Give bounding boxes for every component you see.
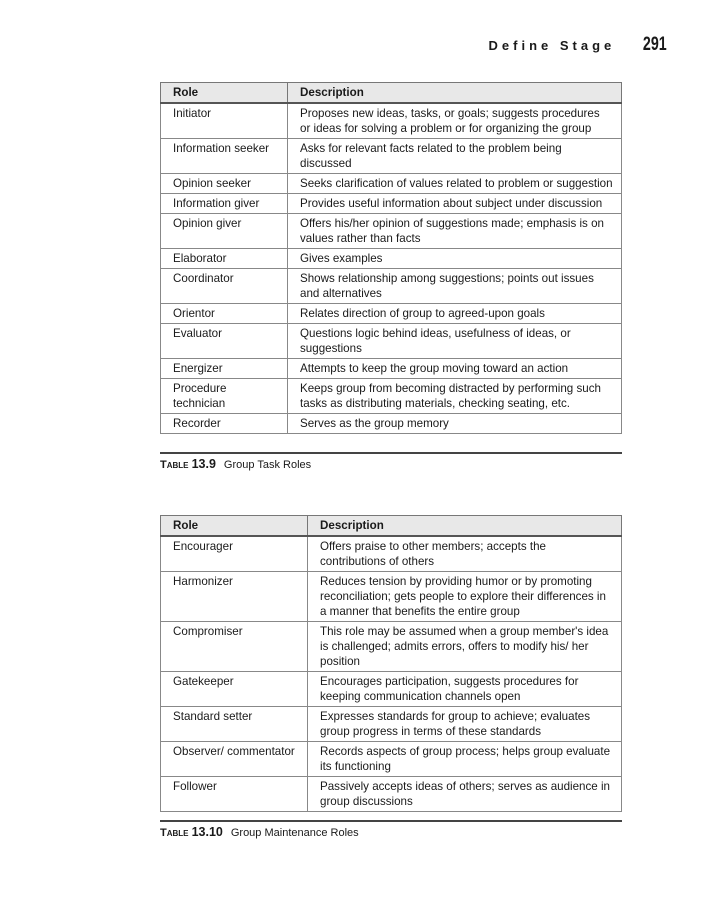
role-cell: Initiator xyxy=(161,103,288,139)
role-cell: Encourager xyxy=(161,536,308,572)
description-cell: Gives examples xyxy=(288,249,622,269)
table-row xyxy=(161,324,622,359)
role-cell: Information giver xyxy=(161,194,288,214)
role-cell: Observer/ commentator xyxy=(161,742,308,777)
table-row xyxy=(161,672,622,707)
page-number: 291 xyxy=(643,34,667,55)
description-cell: Keeps group from becoming distracted by performing such tasks as distributing materials, checking seating, etc. xyxy=(288,379,622,414)
role-cell: Orientor xyxy=(161,304,288,324)
description-cell: Serves as the group memory xyxy=(288,414,622,434)
description-cell: Asks for relevant facts related to the problem being discussed xyxy=(288,139,622,174)
role-cell: Energizer xyxy=(161,359,288,379)
column-header-role: Role xyxy=(161,516,308,537)
role-cell: Procedure technician xyxy=(161,379,288,414)
table-row xyxy=(161,536,622,572)
running-header xyxy=(489,34,667,56)
description-cell: Proposes new ideas, tasks, or goals; suggests procedures or ideas for solving a problem or for organizing the group xyxy=(288,103,622,139)
table-row xyxy=(161,103,622,139)
table-row xyxy=(161,742,622,777)
caption-title: Group Task Roles xyxy=(223,459,312,471)
caption-label xyxy=(160,459,216,471)
description-cell: Records aspects of group process; helps group evaluate its functioning xyxy=(308,742,622,777)
description-cell: Shows relationship among suggestions; points out issues and alternatives xyxy=(288,269,622,304)
description-cell: Passively accepts ideas of others; serves as audience in group discussions xyxy=(308,777,622,812)
table-row xyxy=(161,414,622,434)
description-cell: Offers his/her opinion of suggestions made; emphasis is on values rather than facts xyxy=(288,214,622,249)
table-row xyxy=(161,139,622,174)
column-header-role: Role xyxy=(161,83,288,104)
role-cell: Standard setter xyxy=(161,707,308,742)
table-row xyxy=(161,304,622,324)
description-cell: Reduces tension by providing humor or by promoting reconciliation; gets people to explore their differences in a manner that benefits the entire group xyxy=(308,572,622,622)
table-row xyxy=(161,707,622,742)
description-cell: This role may be assumed when a group member's idea is challenged; admits errors, offers to modify his/ her position xyxy=(308,622,622,672)
table-row xyxy=(161,379,622,414)
table-row xyxy=(161,174,622,194)
table-row xyxy=(161,249,622,269)
table-row xyxy=(161,359,622,379)
role-cell: Follower xyxy=(161,777,308,812)
description-cell: Questions logic behind ideas, usefulness of ideas, or suggestions xyxy=(288,324,622,359)
table-caption xyxy=(160,820,622,839)
description-cell: Expresses standards for group to achieve; evaluates group progress in terms of these standards xyxy=(308,707,622,742)
table-row xyxy=(161,777,622,812)
role-cell: Harmonizer xyxy=(161,572,308,622)
caption-number: 13.10 xyxy=(191,825,223,839)
table-row xyxy=(161,214,622,249)
table-header-row xyxy=(161,516,622,537)
caption-word: Table xyxy=(160,459,189,471)
table-row xyxy=(161,622,622,672)
role-cell: Elaborator xyxy=(161,249,288,269)
caption-title: Group Maintenance Roles xyxy=(230,827,359,839)
role-cell: Gatekeeper xyxy=(161,672,308,707)
role-cell: Opinion seeker xyxy=(161,174,288,194)
role-cell: Evaluator xyxy=(161,324,288,359)
column-header-description: Description xyxy=(308,516,622,537)
role-cell: Coordinator xyxy=(161,269,288,304)
caption-number: 13.9 xyxy=(191,457,216,471)
group-maintenance-roles-table xyxy=(160,515,622,812)
section-title: Define Stage xyxy=(488,38,616,53)
description-cell: Seeks clarification of values related to problem or suggestion xyxy=(288,174,622,194)
description-cell: Encourages participation, suggests procedures for keeping communication channels open xyxy=(308,672,622,707)
role-cell: Compromiser xyxy=(161,622,308,672)
description-cell: Attempts to keep the group moving toward an action xyxy=(288,359,622,379)
group-task-roles-table xyxy=(160,82,622,434)
table-row xyxy=(161,572,622,622)
column-header-description: Description xyxy=(288,83,622,104)
table-header-row xyxy=(161,83,622,104)
description-cell: Provides useful information about subject under discussion xyxy=(288,194,622,214)
role-cell: Information seeker xyxy=(161,139,288,174)
table-row xyxy=(161,269,622,304)
table-row xyxy=(161,194,622,214)
description-cell: Offers praise to other members; accepts the contributions of others xyxy=(308,536,622,572)
role-cell: Recorder xyxy=(161,414,288,434)
caption-word: Table xyxy=(160,827,189,839)
table-caption xyxy=(160,452,622,471)
caption-label xyxy=(160,827,223,839)
description-cell: Relates direction of group to agreed-upon goals xyxy=(288,304,622,324)
role-cell: Opinion giver xyxy=(161,214,288,249)
